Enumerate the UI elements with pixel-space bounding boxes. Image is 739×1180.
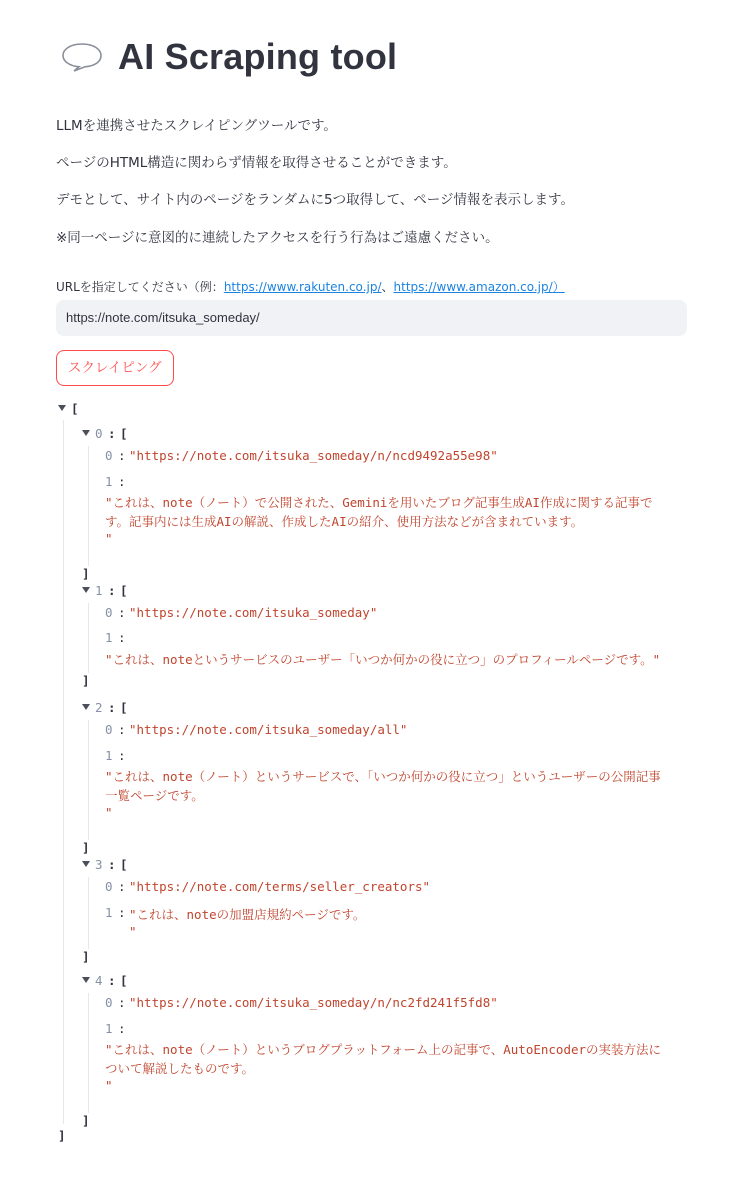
- array-index: 0: [95, 426, 103, 441]
- colon: :: [118, 474, 126, 489]
- tree-guide: [88, 603, 89, 673]
- description-line: ※同一ページに意図的に連続したアクセスを行う行為はご遠慮ください。: [56, 230, 499, 246]
- colon: :: [118, 1021, 126, 1036]
- example-link-amazon[interactable]: https://www.amazon.co.jp/: [393, 280, 553, 294]
- array-index: 0: [105, 605, 113, 620]
- label-suffix: ）: [552, 280, 565, 294]
- json-string-value: "これは、note（ノート）というブログプラットフォーム上の記事で、AutoEncoderの実装方法に: [105, 1042, 662, 1057]
- tree-guide: [88, 720, 89, 840]
- colon: :: [118, 905, 126, 920]
- colon: :: [118, 748, 126, 763]
- close-bracket: ]: [82, 949, 90, 964]
- description-line: ページのHTML構造に関わらず情報を取得させることができます。: [56, 155, 457, 171]
- json-string-value: ついて解説したものです。: [105, 1061, 255, 1076]
- json-string-value: "これは、note（ノート）で公開された、Geminiを用いたブログ記事生成AI作成に関する記事で: [105, 495, 653, 510]
- example-link-rakuten[interactable]: https://www.rakuten.co.jp/: [223, 280, 382, 294]
- array-index: 2: [95, 700, 103, 715]
- colon: :: [118, 605, 126, 620]
- array-index: 3: [95, 857, 103, 872]
- colon: :: [108, 973, 116, 988]
- expand-toggle-icon[interactable]: [82, 977, 90, 983]
- array-index: 1: [105, 1021, 113, 1036]
- colon: :: [118, 879, 126, 894]
- colon: :: [108, 426, 116, 441]
- json-string-value: ": [105, 1078, 113, 1093]
- json-string-value: す。記事内には生成AIの解説、作成したAIの紹介、使用方法などが含まれています。: [105, 514, 584, 529]
- close-bracket: ]: [82, 1113, 90, 1128]
- url-field-label: [56, 278, 565, 295]
- tree-guide: [63, 420, 64, 1124]
- json-string-value: "https://note.com/terms/seller_creators": [129, 879, 431, 894]
- json-string-value: "これは、note（ノート）というサービスで、「いつか何かの役に立つ」というユーザーの公開記事: [105, 769, 661, 784]
- page-title: AI Scraping tool: [118, 36, 398, 77]
- open-bracket: [: [120, 426, 128, 441]
- open-bracket: [: [120, 700, 128, 715]
- json-string-value: 一覧ページです。: [105, 788, 204, 803]
- close-bracket: ]: [58, 1128, 66, 1143]
- title-row: [60, 36, 397, 78]
- close-bracket: ]: [82, 840, 90, 855]
- colon: :: [118, 722, 126, 737]
- colon: :: [118, 448, 126, 463]
- json-string-value: "これは、noteというサービスのユーザー「いつか何かの役に立つ」のプロフィールページです。": [105, 652, 661, 667]
- json-string-value: ": [129, 924, 137, 939]
- expand-toggle-icon[interactable]: [82, 430, 90, 436]
- json-string-value: "https://note.com/itsuka_someday/all": [129, 722, 408, 737]
- array-index: 4: [95, 973, 103, 988]
- colon: :: [118, 995, 126, 1010]
- json-string-value: ": [105, 531, 113, 546]
- colon: :: [108, 857, 116, 872]
- open-bracket: [: [120, 973, 128, 988]
- json-string-value: "https://note.com/itsuka_someday/n/nc2fd241f5fd8": [129, 995, 498, 1010]
- speech-bubble-icon: [60, 41, 104, 73]
- array-index: 1: [105, 630, 113, 645]
- label-separator: 、: [381, 280, 394, 294]
- url-input[interactable]: https://note.com/itsuka_someday/: [56, 300, 687, 336]
- tree-guide: [88, 446, 89, 566]
- description-line: デモとして、サイト内のページをランダムに5つ取得して、ページ情報を表示します。: [56, 192, 574, 208]
- open-bracket: [: [71, 401, 79, 416]
- expand-toggle-icon[interactable]: [82, 704, 90, 710]
- colon: :: [118, 630, 126, 645]
- colon: :: [108, 700, 116, 715]
- array-index: 0: [105, 722, 113, 737]
- array-index: 0: [105, 448, 113, 463]
- array-index: 1: [105, 905, 113, 920]
- array-index: 0: [105, 879, 113, 894]
- colon: :: [108, 583, 116, 598]
- json-string-value: "これは、noteの加盟店規約ページです。: [129, 907, 366, 922]
- expand-toggle-icon[interactable]: [82, 587, 90, 593]
- close-bracket: ]: [82, 566, 90, 581]
- array-index: 1: [105, 474, 113, 489]
- tree-guide: [88, 993, 89, 1113]
- expand-toggle-icon[interactable]: [58, 405, 66, 411]
- scrape-button[interactable]: スクレイピング: [56, 350, 174, 386]
- json-string-value: "https://note.com/itsuka_someday": [129, 605, 378, 620]
- json-string-value: ": [105, 805, 113, 820]
- open-bracket: [: [120, 583, 128, 598]
- json-string-value: "https://note.com/itsuka_someday/n/ncd9492a55e98": [129, 448, 498, 463]
- array-index: 0: [105, 995, 113, 1010]
- open-bracket: [: [120, 857, 128, 872]
- description-line: LLMを連携させたスクレイピングツールです。: [56, 118, 337, 134]
- close-bracket: ]: [82, 673, 90, 688]
- array-index: 1: [95, 583, 103, 598]
- array-index: 1: [105, 748, 113, 763]
- expand-toggle-icon[interactable]: [82, 861, 90, 867]
- label-text: URLを指定してください（例：: [56, 280, 224, 294]
- tree-guide: [88, 877, 89, 949]
